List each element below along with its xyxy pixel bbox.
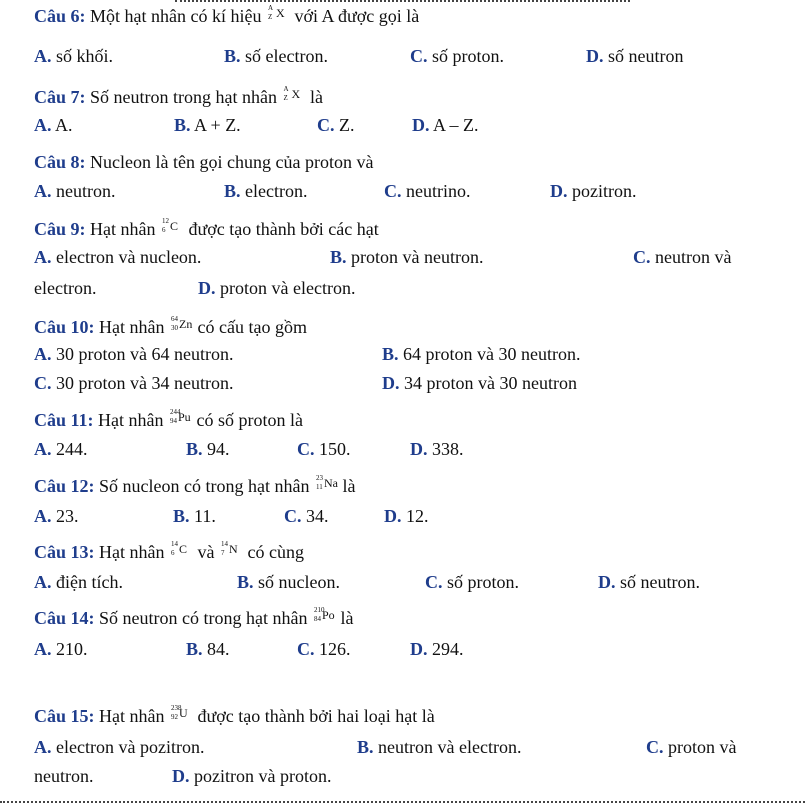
isotope-symbol: 238 92 U [171,704,188,721]
question-11-stem: Câu 11: Hạt nhân 244 94 Pu có số proton là [34,408,303,430]
question-8-stem: Câu 8: Nucleon là tên gọi chung của proton và [34,152,374,172]
isotope-symbol: 14 6 C [171,540,188,557]
option-a[interactable]: A. electron và nucleon. [34,247,202,267]
question-9-stem: Câu 9: Hạt nhân 12 6 C được tạo thành bởi các hạt [34,217,379,239]
option-b[interactable]: B. proton và neutron. [330,247,484,267]
option-a[interactable]: A. 23. [34,506,79,526]
option-a[interactable]: A. 210. [34,639,88,659]
question-number: Câu 6: [34,6,86,26]
isotope-symbol: 12 6 C [162,217,179,234]
question-13-stem: Câu 13: Hạt nhân 14 6 C và 14 7 N có cùng [34,540,304,562]
isotope-symbol: 64 30 Zn [171,315,193,332]
question-14-stem: Câu 14: Số neutron có trong hạt nhân 210 84 Po là [34,606,354,628]
option-c-continued[interactable]: electron. [34,278,97,298]
option-b[interactable]: B. số nucleon. [237,572,340,592]
question-number: Câu 15: [34,706,95,726]
isotope-symbol: 210 84 Po [313,606,335,623]
option-b[interactable]: B. 11. [173,506,216,526]
question-number: Câu 12: [34,476,95,496]
option-a[interactable]: A. neutron. [34,181,116,201]
option-d[interactable]: D. pozitron. [550,181,637,201]
question-number: Câu 11: [34,410,94,430]
question-number: Câu 8: [34,152,86,172]
option-a[interactable]: A. điện tích. [34,572,123,592]
option-b[interactable]: B. 64 proton và 30 neutron. [382,344,581,364]
option-c[interactable]: C. 30 proton và 34 neutron. [34,373,234,393]
option-a[interactable]: A. electron và pozitron. [34,737,205,757]
question-number: Câu 14: [34,608,95,628]
isotope-symbol: 14 7 N [221,540,238,557]
option-a[interactable]: A. 244. [34,439,88,459]
isotope-symbol: 244 94 Pu [170,408,191,425]
option-d[interactable]: D. 294. [410,639,464,659]
isotope-symbol: A Z X [267,4,285,21]
question-number: Câu 7: [34,87,86,107]
option-d[interactable]: D. 338. [410,439,464,459]
question-6-stem: Câu 6: Một hạt nhân có kí hiệu A Z X với A được gọi là [34,4,420,26]
isotope-symbol: A Z X [283,85,301,102]
bottom-divider [0,801,805,803]
option-d[interactable]: D. A – Z. [412,115,479,135]
option-b[interactable]: B. 94. [186,439,230,459]
isotope-symbol: 23 11 Na [315,474,338,491]
option-c[interactable]: C. số proton. [410,46,504,66]
question-12-stem: Câu 12: Số nucleon có trong hạt nhân 23 11 Na là [34,474,356,496]
option-a[interactable]: A. số khối. [34,46,114,66]
option-d[interactable]: D. số neutron [586,46,684,66]
option-c[interactable]: C. neutrino. [384,181,471,201]
option-d[interactable]: D. pozitron và proton. [172,766,332,786]
option-d[interactable]: D. 34 proton và 30 neutron [382,373,577,393]
option-c[interactable]: C. số proton. [425,572,519,592]
option-c[interactable]: C. 150. [297,439,351,459]
option-c[interactable]: C. 34. [284,506,329,526]
option-b[interactable]: B. 84. [186,639,230,659]
question-number: Câu 13: [34,542,95,562]
option-b[interactable]: B. electron. [224,181,308,201]
question-7-stem: Câu 7: Số neutron trong hạt nhân A Z X là [34,85,323,107]
option-d[interactable]: D. proton và electron. [198,278,356,298]
question-number: Câu 10: [34,317,95,337]
option-c-continued[interactable]: neutron. [34,766,94,786]
option-c[interactable]: C. proton và [646,737,737,757]
option-a[interactable]: A. A. [34,115,73,135]
option-b[interactable]: B. A + Z. [174,115,241,135]
question-15-stem: Câu 15: Hạt nhân 238 92 U được tạo thành bởi hai loại hạt là [34,704,435,726]
option-c[interactable]: C. Z. [317,115,355,135]
option-b[interactable]: B. số electron. [224,46,328,66]
question-number: Câu 9: [34,219,86,239]
option-c[interactable]: C. neutron và [633,247,732,267]
option-d[interactable]: D. số neutron. [598,572,700,592]
question-10-stem: Câu 10: Hạt nhân 64 30 Zn có cấu tạo gồm [34,315,307,337]
option-a[interactable]: A. 30 proton và 64 neutron. [34,344,234,364]
option-d[interactable]: D. 12. [384,506,429,526]
option-b[interactable]: B. neutron và electron. [357,737,522,757]
option-c[interactable]: C. 126. [297,639,351,659]
